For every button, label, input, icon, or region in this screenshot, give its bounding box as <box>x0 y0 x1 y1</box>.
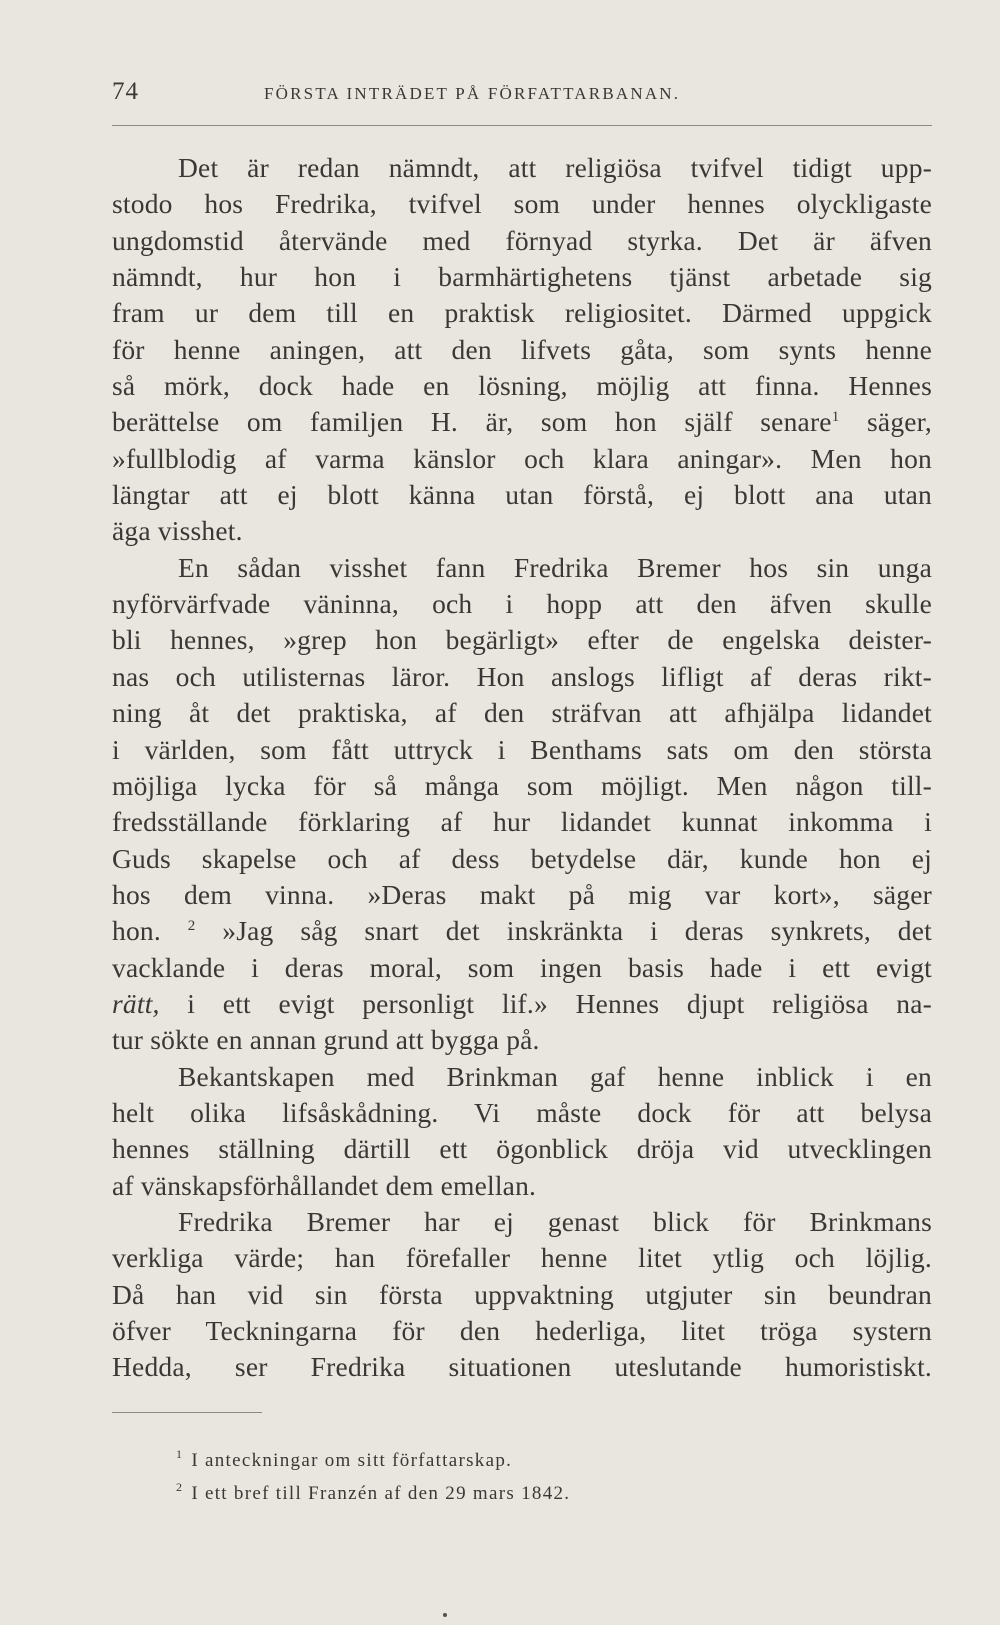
text-line: stodo hos Fredrika, tvifvel som under hennes olyckligaste <box>112 188 932 220</box>
text-line: bli hennes, »grep hon begärligt» efter de engelska deister- <box>112 624 932 656</box>
text-line: möjliga lycka för så många som möjligt. Men någon till- <box>112 769 932 801</box>
text-line: Fredrika Bremer har ej genast blick för Brinkmans <box>178 1205 932 1237</box>
text-line: så mörk, dock hade en lösning, möjlig att finna. Hennes <box>112 370 932 402</box>
footnote-mark: 2 <box>176 1480 184 1494</box>
footnote-mark: 1 <box>176 1447 184 1461</box>
footnote-1 <box>176 1444 876 1477</box>
text-line: verkliga värde; han förefaller henne litet ytlig och löjlig. <box>112 1242 932 1274</box>
text-segment: säger, <box>867 406 933 438</box>
footnote-rule <box>112 1412 262 1413</box>
text-line: öfver Teckningarna för den hederliga, litet tröga systern <box>112 1315 932 1346</box>
text-line-with-footnote <box>112 404 932 440</box>
footnotes <box>176 1444 876 1510</box>
text-line: i världen, som fått uttryck i Benthams sats om den största <box>112 733 932 765</box>
text-line: tur sökte en annan grund att bygga på. <box>112 1024 540 1056</box>
page-number: 74 <box>112 78 139 105</box>
running-title: FÖRSTA INTRÄDET PÅ FÖRFATTARBANAN. <box>264 84 681 103</box>
text-line: nämndt, hur hon i barmhärtighetens tjänst arbetade sig <box>112 261 932 293</box>
text-line: fredsställande förklaring af hur lidandet kunnat inkomma i <box>112 806 932 838</box>
text-line: hennes ställning därtill ett ögonblick dröja vid utvecklingen <box>112 1133 932 1165</box>
header-rule <box>112 125 932 126</box>
text-line: nyförvärfvade väninna, och i hopp att den äfven skulle <box>112 588 932 620</box>
text-line: Hedda, ser Fredrika situationen uteslutande humoristiskt. <box>112 1351 932 1383</box>
text-line: Guds skapelse och af dess betydelse där, kunde hon ej <box>112 842 932 874</box>
text-line: nas och utilisternas läror. Hon anslogs lifligt af deras rikt- <box>112 660 932 692</box>
text-line: fram ur dem till en praktisk religiositet. Därmed uppgick <box>112 297 932 329</box>
text-line-with-footnote <box>112 913 932 949</box>
text-line: längtar att ej blott känna utan förstå, ej blott ana utan <box>112 479 932 511</box>
text-segment: »Jag såg snart det inskränkta i deras synkrets, det <box>222 915 932 947</box>
body-text <box>112 150 932 1386</box>
text-segment: berättelse om familjen H. är, som hon själf senare <box>112 406 832 438</box>
text-line: En sådan visshet fann Fredrika Bremer hos sin unga <box>178 551 932 583</box>
text-line: »fullblodig af varma känslor och klara aningar». Men hon <box>112 442 932 474</box>
text-line: hos dem vinna. »Deras makt på mig var kort», säger <box>112 878 932 910</box>
text-line: Det är redan nämndt, att religiösa tvifvel tidigt upp- <box>178 152 932 183</box>
text-line <box>112 986 932 1022</box>
text-line: äga visshet. <box>112 515 243 547</box>
italic-text: rätt, <box>112 987 160 1019</box>
text-line: af vänskapsförhållandet dem emellan. <box>112 1169 537 1201</box>
text-line: ungdomstid återvände med förnyad styrka. Det är äfven <box>112 224 932 256</box>
text-line: Då han vid sin första uppvaktning utgjuter sin beundran <box>112 1278 932 1310</box>
footnote-reference[interactable]: 1 <box>831 409 840 426</box>
text-line: ning åt det praktiska, af den sträfvan att afhjälpa lidandet <box>112 697 932 729</box>
footnote-text: I ett bref till Franzén af den 29 mars 1842. <box>191 1483 571 1504</box>
text-line: vacklande i deras moral, som ingen basis hade i ett evigt <box>112 951 932 983</box>
paper-speck <box>443 1613 447 1617</box>
text-line: Bekantskapen med Brinkman gaf henne inblick i en <box>178 1060 932 1092</box>
text-line: för henne aningen, att den lifvets gåta, som synts henne <box>112 333 932 365</box>
page-header <box>112 78 930 108</box>
text-line: helt olika lifsåskådning. Vi måste dock för att belysa <box>112 1096 932 1128</box>
footnote-text: I anteckningar om sitt författarskap. <box>191 1450 513 1471</box>
footnote-2 <box>176 1477 876 1510</box>
text-segment: i ett evigt personligt lif.» Hennes djupt religiösa na- <box>187 987 932 1019</box>
text-segment: hon. <box>112 915 161 947</box>
footnote-reference[interactable]: 2 <box>187 918 196 935</box>
